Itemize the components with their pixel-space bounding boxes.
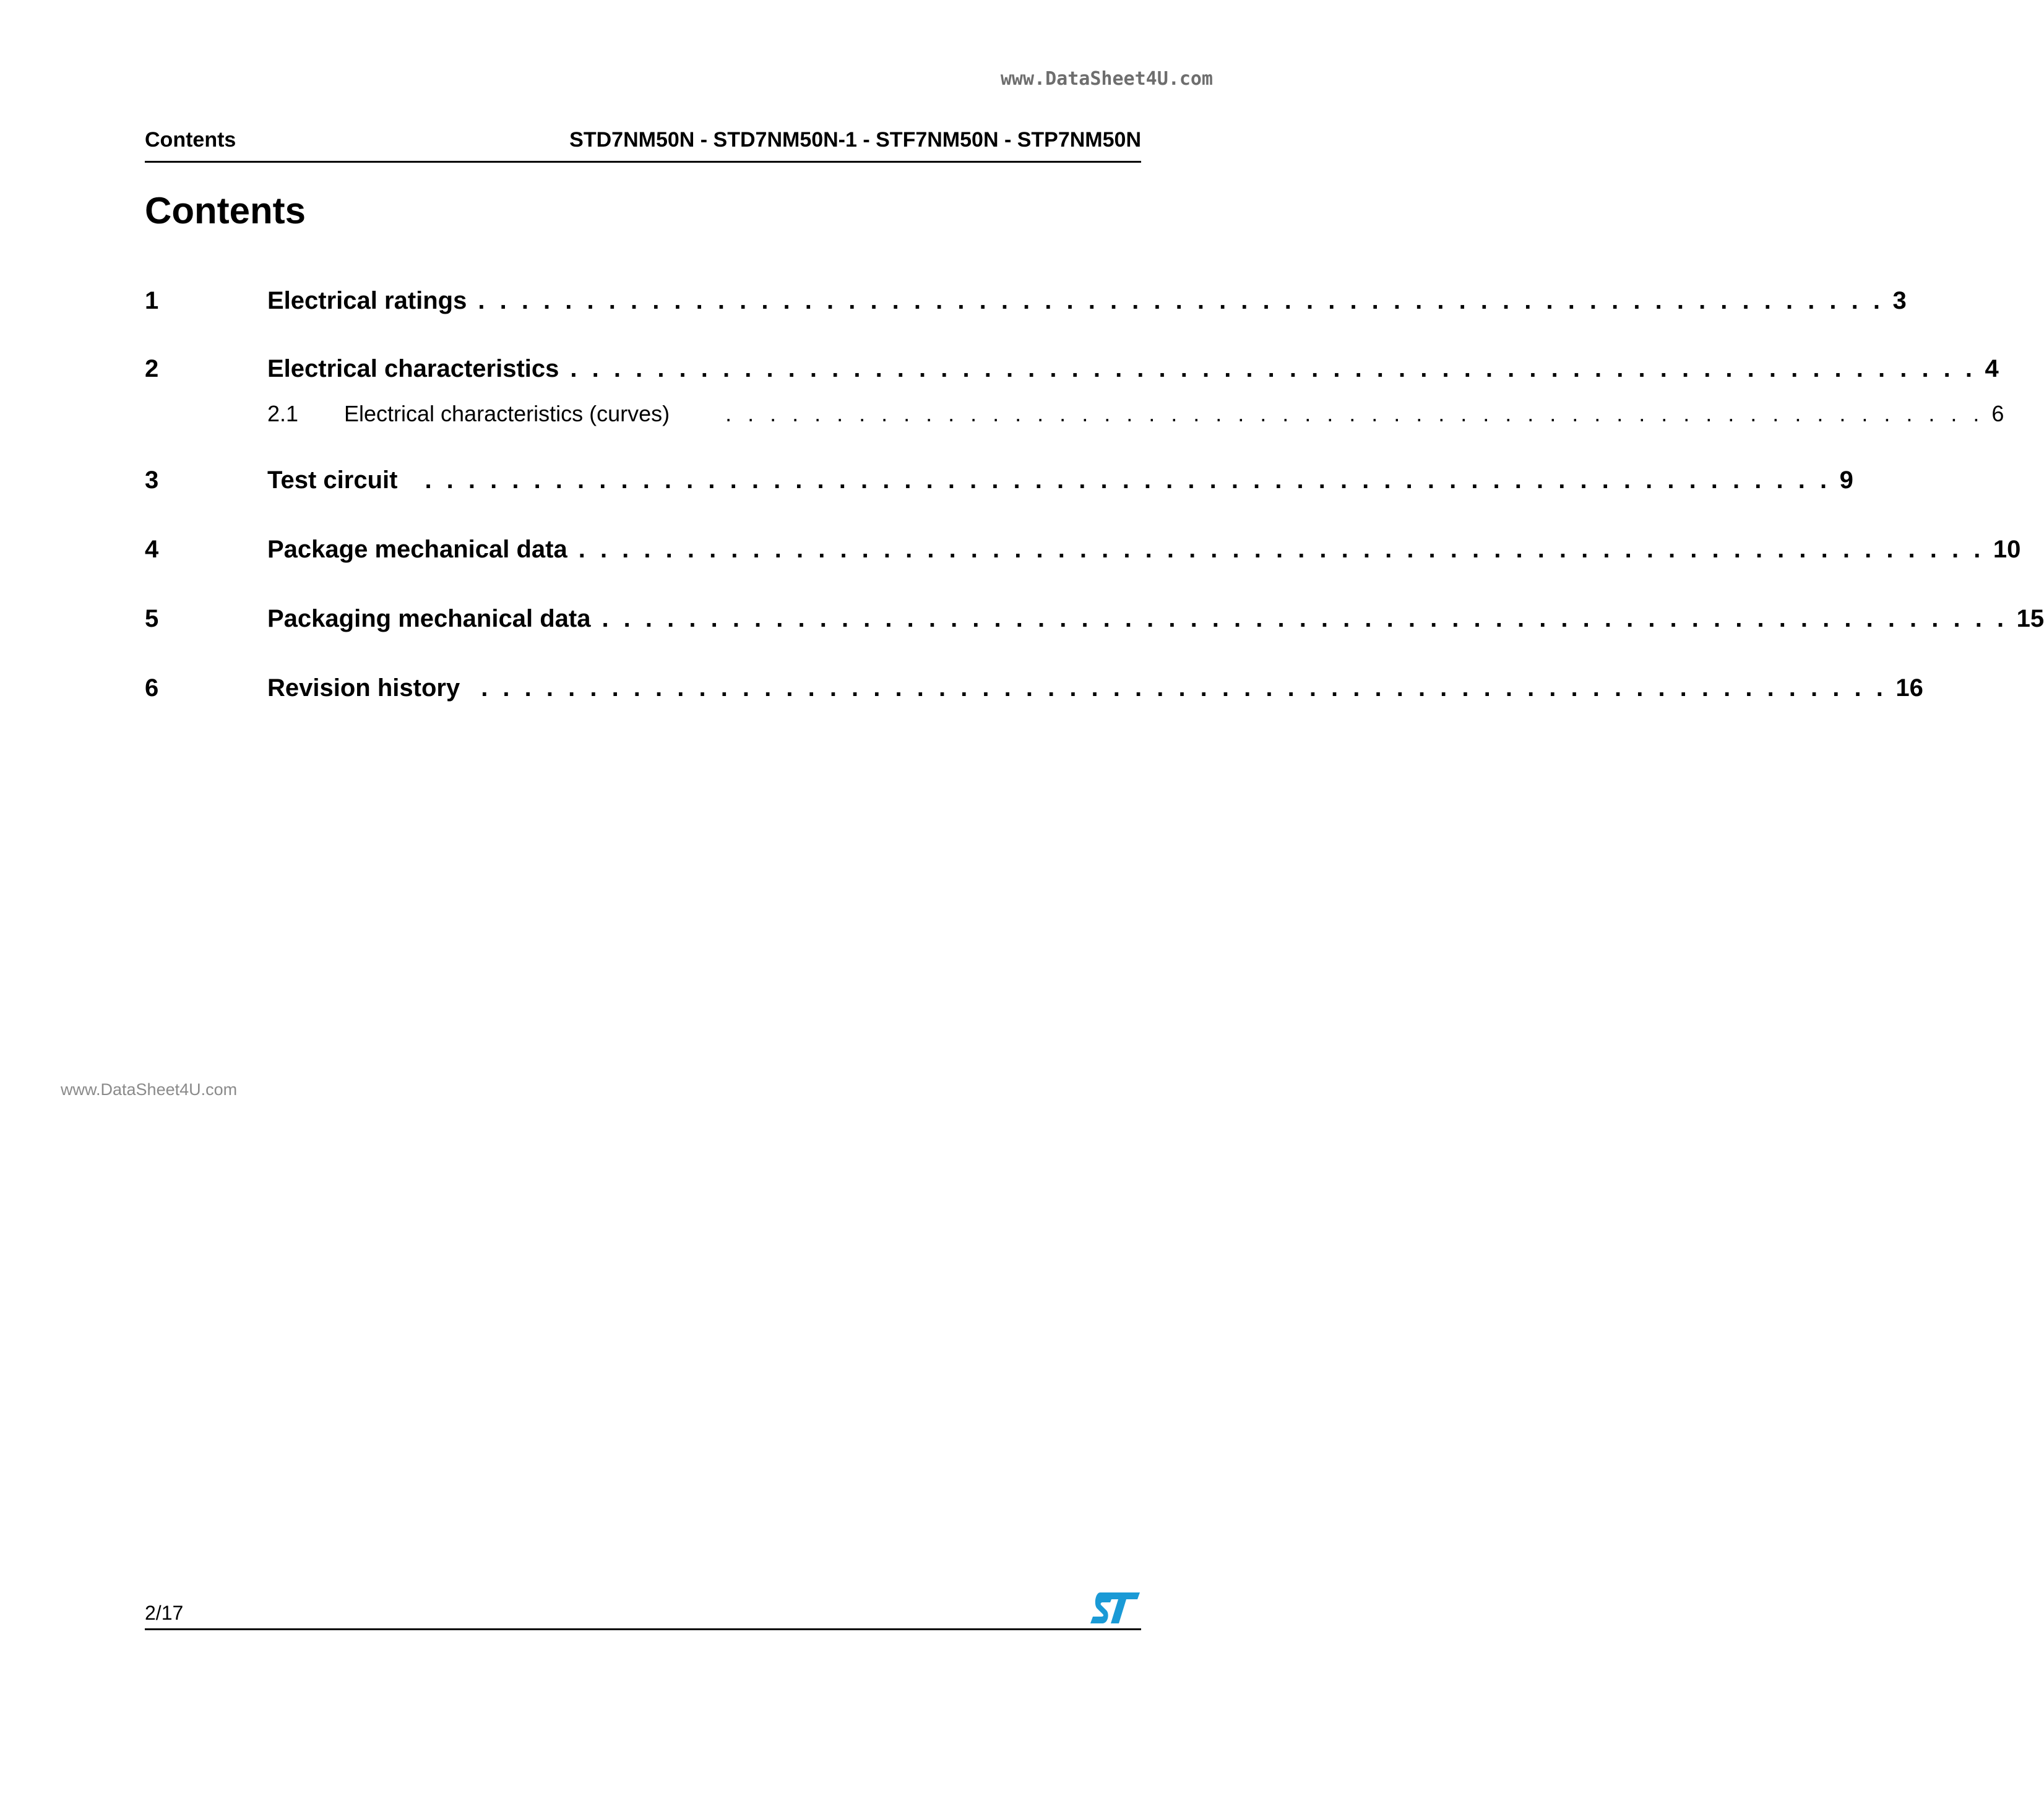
toc-entry-page: 9 — [1839, 466, 1853, 494]
watermark-top: www.DataSheet4U.com — [1000, 68, 1213, 90]
toc-entry-2[interactable] — [145, 355, 1999, 390]
toc-entry-page: 15 — [2016, 605, 2044, 632]
toc-leader-dots: . . . . . . . . . . . . . . . . . . . . . . . . . . . . . . . . . . . . . . . . . . . . . . . . . . . . . . . . . . . . . . . . . — [425, 466, 1831, 494]
toc-entry-6[interactable] — [145, 674, 1923, 709]
toc-entry-title: Packaging mechanical data — [267, 605, 591, 632]
toc-subentry-number: 2.1 — [267, 401, 299, 426]
toc-entry-5[interactable] — [145, 605, 2044, 640]
toc-entry-title: Package mechanical data — [267, 536, 567, 563]
toc-entry-4[interactable] — [145, 536, 2021, 570]
toc-entry-title: Electrical characteristics — [267, 355, 559, 382]
toc-entry-number: 6 — [145, 674, 159, 702]
page-footer — [145, 1588, 1141, 1630]
footer-page-number: 2/17 — [145, 1602, 184, 1624]
toc-subentry-page: 6 — [1991, 401, 2004, 426]
toc-entry-number: 2 — [145, 355, 159, 382]
st-logo-icon — [1089, 1591, 1141, 1625]
header-section-label: Contents — [145, 128, 236, 152]
toc-entry-1[interactable] — [145, 287, 1907, 322]
toc-leader-dots: . . . . . . . . . . . . . . . . . . . . . . . . . . . . . . . . . . . . . . . . . . . . . . . . . . . . . . . . . . . . . . . . . — [570, 355, 1977, 382]
toc-leader-dots: . . . . . . . . . . . . . . . . . . . . . . . . . . . . . . . . . . . . . . . . . . . . . . . . . . . . . . . . . — [725, 401, 1985, 426]
toc-entry-title: Electrical ratings — [267, 287, 467, 314]
toc-subentry-2-1[interactable] — [145, 401, 2004, 432]
header-part-numbers: STD7NM50N - STD7NM50N-1 - STF7NM50N - STP7NM50N — [569, 128, 1141, 152]
toc-subentry-title: Electrical characteristics (curves) — [344, 401, 670, 426]
toc-entry-title: Test circuit — [267, 466, 398, 494]
toc-entry-3[interactable] — [145, 466, 1853, 501]
page-header — [145, 124, 1141, 163]
toc-leader-dots: . . . . . . . . . . . . . . . . . . . . . . . . . . . . . . . . . . . . . . . . . . . . . . . . . . . . . . . . . . . . . . . . . — [578, 536, 1985, 563]
toc-leader-dots: . . . . . . . . . . . . . . . . . . . . . . . . . . . . . . . . . . . . . . . . . . . . . . . . . . . . . . . . . . . . . . . . . — [478, 287, 1884, 314]
page-title: Contents — [145, 190, 306, 231]
watermark-middle: www.DataSheet4U.com — [61, 1080, 238, 1099]
toc-entry-number: 1 — [145, 287, 159, 314]
toc-leader-dots: . . . . . . . . . . . . . . . . . . . . . . . . . . . . . . . . . . . . . . . . . . . . . . . . . . . . . . . . . . . . . . . . . — [481, 674, 1887, 702]
toc-entry-number: 5 — [145, 605, 159, 632]
toc-entry-page: 10 — [1993, 536, 2021, 563]
toc-entry-page: 4 — [1985, 355, 1999, 382]
toc-entry-title: Revision history — [267, 674, 460, 702]
toc-leader-dots: . . . . . . . . . . . . . . . . . . . . . . . . . . . . . . . . . . . . . . . . . . . . . . . . . . . . . . . . . . . . . . . . . — [602, 605, 2008, 632]
toc-entry-page: 16 — [1895, 674, 1923, 702]
toc-entry-number: 3 — [145, 466, 159, 494]
toc-entry-number: 4 — [145, 536, 159, 563]
toc-entry-page: 3 — [1892, 287, 1907, 314]
